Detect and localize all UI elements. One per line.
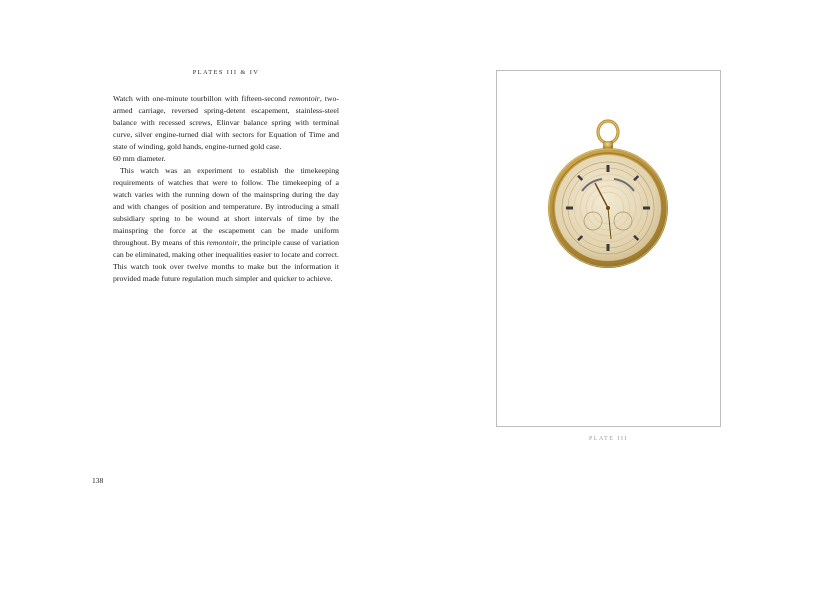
text-column [113,93,339,285]
plate-caption: PLATE III [588,436,629,442]
page-number: 138 [92,476,104,485]
description-italic-term: remontoir [288,94,320,103]
description-paragraph [113,93,339,153]
body-text-a: This watch was an experiment to establish the timekeeping requirements of watches that were to follow. The timekeeping of a watch varies with the running down of the mainspring during the day and with changes of position and temperature. By introducing a small subsidiary spring to be wound at short intervals of time by the mainspring the force at the escapement can be made uniform throughout. By means of this [113,166,339,247]
body-text-b: , the principle cause of variation can be eliminated, making other inequalities easier to locate and correct. This watch took over twelve months to make but the information it provided made future regulation much simpler and quicker to achieve. [113,238,339,283]
pocket-watch-image [497,71,722,428]
body-italic-term: remontoir [206,238,238,247]
plate-frame [496,70,721,427]
description-text-b: , two-armed carriage, reversed spring-detent escapement, stainless-steel balance with recessed screws, Elinvar balance spring with terminal curve, silver engine-turned dial with sectors for Equation of Time and state of winding, gold hands, engine-turned gold case. [113,94,339,151]
dimensions-line: 60 mm diameter. [113,154,166,163]
running-head: PLATES III & IV [192,69,260,76]
body-paragraph [113,165,339,285]
description-text-a: Watch with one-minute tourbillon with fifteen-second [113,94,289,103]
